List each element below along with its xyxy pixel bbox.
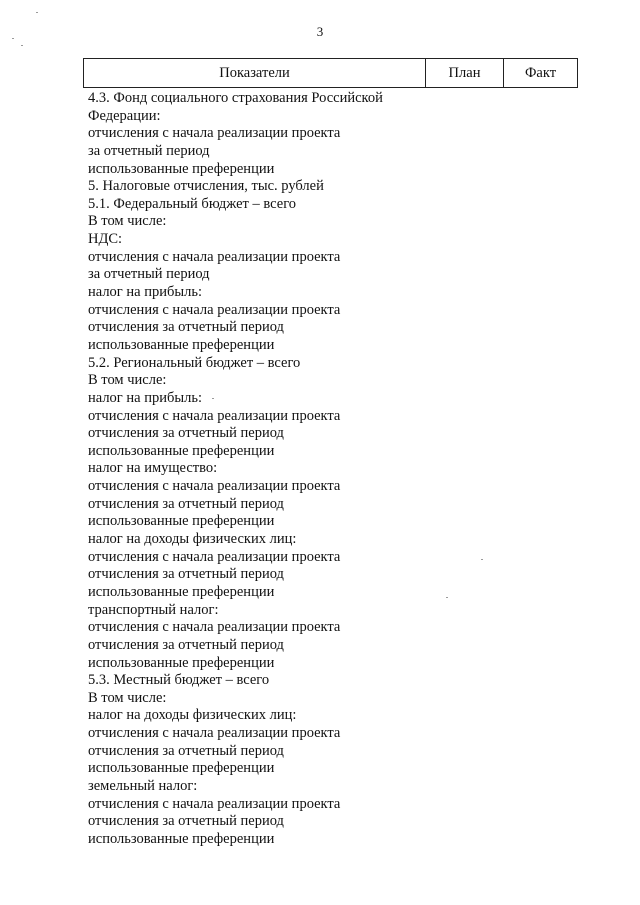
indicator-line: 4.3. Фонд социального страхования Российской [88,90,383,106]
indicator-line: отчисления за отчетный период [88,813,284,830]
scan-speck [21,45,23,46]
indicator-line: отчисления за отчетный период [88,636,284,653]
indicator-line: 5.1. Федеральный бюджет – всего [88,195,297,212]
indicator-line: использованные преференции [88,654,275,671]
indicator-line: 5. Налоговые отчисления, тыс. рублей [88,178,324,195]
indicator-line: отчисления за отчетный период [88,319,284,336]
scan-speck [212,398,214,399]
indicator-line: налог на доходы физических лиц: [88,531,297,548]
indicator-line: использованные преференции [88,160,275,177]
indicator-line: использованные преференции [88,513,275,530]
indicator-line: использованные преференции [88,442,275,459]
indicator-line: 5.2. Региональный бюджет – всего [88,354,301,371]
indicator-line: налог на доходы физических лиц: [88,707,297,724]
page-number: 3 [316,24,324,39]
indicator-line: отчисления с начала реализации проекта [88,248,341,265]
indicator-line: отчисления за отчетный период [88,495,284,512]
indicator-line: В том числе: [88,689,167,706]
indicator-line: за отчетный период [88,142,210,159]
indicator-line: за отчетный период [88,266,210,283]
column-header-plan: План [426,59,504,87]
indicator-line: В том числе: [88,372,167,389]
indicator-line: отчисления за отчетный период [88,425,284,442]
column-header-indicators: Показатели [84,59,426,87]
indicator-line: отчисления с начала реализации проекта [88,725,341,742]
indicator-line: отчисления с начала реализации проекта [88,619,341,636]
indicator-line: 5.3. Местный бюджет – всего [88,672,270,689]
indicator-line: отчисления за отчетный период [88,742,284,759]
indicator-line: отчисления с начала реализации проекта [88,407,341,424]
indicator-line: отчисления с начала реализации проекта [88,301,341,318]
indicator-list [88,90,428,849]
indicator-line: Федерации: [88,107,161,124]
indicator-line: отчисления с начала реализации проекта [88,548,341,565]
scan-speck [36,12,38,13]
scan-speck [481,559,483,560]
column-header-fact: Факт [524,64,557,81]
indicator-line: использованные преференции [88,583,275,600]
indicator-line: использованные преференции [88,760,275,777]
indicator-line: отчисления с начала реализации проекта [88,795,341,812]
scan-speck [12,38,14,39]
indicator-line: налог на имущество: [88,460,218,477]
indicator-line: отчисления с начала реализации проекта [88,125,341,142]
indicator-line: отчисления за отчетный период [88,566,284,583]
table-header [83,58,578,88]
indicator-line: земельный налог: [88,777,198,794]
indicator-line: В том числе: [88,213,167,230]
indicator-line: транспортный налог: [88,601,219,618]
indicator-line: использованные преференции [88,336,275,353]
indicator-line: использованные преференции [88,830,275,847]
indicator-line: отчисления с начала реализации проекта [88,478,341,495]
indicator-line: НДС: [88,231,123,248]
scan-speck [446,597,448,598]
indicator-line: налог на прибыль: [88,389,202,406]
indicator-line: налог на прибыль: [88,284,202,301]
